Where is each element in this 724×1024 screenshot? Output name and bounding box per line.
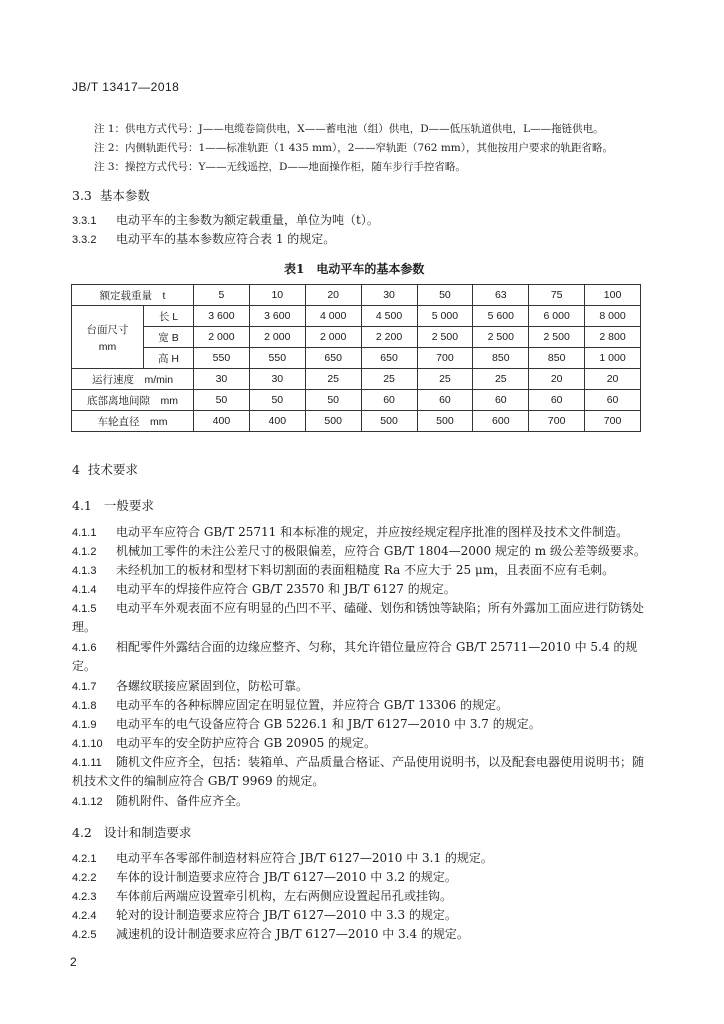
clause-number: 4.1.7: [72, 681, 97, 693]
table-cell: 20: [305, 285, 361, 306]
table-cell: 5: [194, 285, 250, 306]
clause-4-1-10: [72, 734, 644, 753]
sub-label: 宽 B: [144, 327, 194, 348]
table-cell: 30: [249, 369, 305, 390]
table-cell: 63: [473, 285, 529, 306]
table-cell: 550: [194, 348, 250, 369]
table-cell: 2 800: [585, 327, 641, 348]
table-cell: 3 600: [194, 306, 250, 327]
clause-number: 4.1.12: [72, 796, 103, 808]
clause-text: 电动平车的主参数为额定载重量，单位为吨（t）。: [116, 213, 379, 227]
sub-label: 长 L: [144, 306, 194, 327]
clause-number: 4.2.4: [72, 910, 97, 922]
clause-number: 4.1.1: [72, 527, 97, 539]
clause-text: 电动平车的电气设备应符合 GB 5226.1 和 JB/T 6127—2010 中 3.7 的规定。: [116, 717, 541, 731]
table-cell: 500: [361, 411, 417, 432]
clause-number: 4.1.2: [72, 546, 97, 558]
table-cell: 30: [361, 285, 417, 306]
clause-4-1-3: [72, 561, 644, 580]
table-cell: 25: [361, 369, 417, 390]
table-cell: 400: [194, 411, 250, 432]
clause-text: 电动平车各零部件制造材料应符合 JB/T 6127—2010 中 3.1 的规定。: [116, 851, 493, 865]
table-cell: 500: [305, 411, 361, 432]
table-cell: 50: [417, 285, 473, 306]
table-cell: 4 500: [361, 306, 417, 327]
section-3-3-heading: [72, 186, 150, 204]
table-cell: 10: [249, 285, 305, 306]
clause-4-1-6: [72, 638, 644, 675]
table-cell: 30: [194, 369, 250, 390]
table-cell: 2 200: [361, 327, 417, 348]
table-note-3: 注 3：操控方式代号：Y——无线遥控，D——地面操作柜，随车步行手控省略。: [94, 161, 466, 173]
clause-number: 4.1.9: [72, 719, 97, 731]
clause-text: 电动平车应符合 GB/T 25711 和本标准的规定，并应按经规定程序批准的图样及技术文件制造。: [116, 525, 629, 539]
clause-number: 4.1.6: [72, 642, 97, 654]
table-cell: 2 000: [249, 327, 305, 348]
sub-label: 高 H: [144, 348, 194, 369]
clause-text: 随机文件应齐全，包括：装箱单、产品质量合格证、产品使用说明书，以及配套电器使用说明书；随机技术文件的编制应符合 GB/T 9969 的规定。: [72, 755, 645, 788]
table-cell: 700: [585, 411, 641, 432]
page-number: 2: [70, 955, 77, 969]
clause-number: 3.3.2: [72, 234, 97, 246]
clause-4-2-2: [72, 868, 644, 887]
clause-number: 4.2.1: [72, 853, 97, 865]
table-cell: 2 000: [194, 327, 250, 348]
dims-unit: mm: [98, 340, 117, 353]
table-row-height: [72, 348, 641, 369]
table-cell: 25: [473, 369, 529, 390]
table-cell: 650: [361, 348, 417, 369]
section-4-heading: [72, 460, 138, 478]
section-title: 一般要求: [103, 498, 154, 513]
table-cell: 8 000: [585, 306, 641, 327]
table-cell: 60: [417, 390, 473, 411]
clause-text: 轮对的设计制造要求应符合 JB/T 6127—2010 中 3.3 的规定。: [116, 908, 457, 922]
table-cell: 6 000: [529, 306, 585, 327]
table-cell: 50: [194, 390, 250, 411]
clause-text: 随机附件、备件应齐全。: [116, 794, 249, 808]
table-row-wheel: [72, 411, 641, 432]
table-cell: 2 500: [473, 327, 529, 348]
table-cell: 60: [473, 390, 529, 411]
basic-parameters-table: [71, 284, 641, 432]
table-cell: 20: [585, 369, 641, 390]
clause-number: 4.2.2: [72, 872, 97, 884]
table-row-speed: [72, 369, 641, 390]
section-4-2-heading: [72, 823, 191, 841]
section-title: 设计和制造要求: [103, 825, 192, 840]
table-cell: 650: [305, 348, 361, 369]
clause-4-1-2: [72, 542, 644, 561]
table-cell: 850: [473, 348, 529, 369]
clause-number: 4.1.10: [72, 738, 103, 750]
table-cell: 500: [417, 411, 473, 432]
clause-text: 电动平车的各种标牌应固定在明显位置，并应符合 GB/T 13306 的规定。: [116, 698, 509, 712]
row-label: 底部离地间隙 mm: [72, 390, 194, 411]
table-cell: 2 500: [529, 327, 585, 348]
clause-text: 电动平车的安全防护应符合 GB 20905 的规定。: [116, 736, 377, 750]
document-header: JB/T 13417—2018: [72, 80, 180, 94]
table-cell: 60: [361, 390, 417, 411]
clause-number: 4.1.3: [72, 565, 97, 577]
table-cell: 700: [417, 348, 473, 369]
clause-number: 4.2.5: [72, 929, 97, 941]
clause-number: 4.2.3: [72, 891, 97, 903]
dims-label: 台面尺寸: [86, 323, 129, 336]
clause-number: 4.1.5: [72, 603, 97, 615]
clause-4-1-11: [72, 753, 644, 790]
table-row-load: [72, 285, 641, 306]
section-4-1-heading: [72, 496, 154, 514]
clause-4-2-4: [72, 906, 644, 925]
clause-text: 车体前后两端应设置牵引机构，左右两侧应设置起吊孔或挂钩。: [116, 889, 453, 903]
clause-text: 减速机的设计制造要求应符合 JB/T 6127—2010 中 3.4 的规定。: [116, 927, 469, 941]
table-cell: 25: [417, 369, 473, 390]
clause-4-2-1: [72, 849, 644, 868]
table-cell: 2 500: [417, 327, 473, 348]
clause-4-1-5: [72, 599, 644, 636]
table-cell: 75: [529, 285, 585, 306]
table-cell: 850: [529, 348, 585, 369]
table-cell: 60: [529, 390, 585, 411]
clause-number: 4.1.11: [72, 757, 102, 769]
clause-4-1-7: [72, 677, 644, 696]
clause-3-3-2: [72, 230, 644, 249]
table-cell: 50: [249, 390, 305, 411]
table-cell: 50: [305, 390, 361, 411]
table-cell: 1 000: [585, 348, 641, 369]
clause-4-2-3: [72, 887, 644, 906]
clause-4-1-1: [72, 523, 644, 542]
clause-number: 4.1.8: [72, 700, 97, 712]
row-label: 运行速度 m/min: [72, 369, 194, 390]
table-cell: 5 000: [417, 306, 473, 327]
row-label: 额定载重量 t: [72, 285, 194, 306]
table-cell: 400: [249, 411, 305, 432]
clause-4-1-4: [72, 580, 644, 599]
row-group-label: [72, 306, 144, 369]
table-row-length: [72, 306, 641, 327]
table-cell: 3 600: [249, 306, 305, 327]
clause-4-2-5: [72, 925, 644, 944]
clause-text: 机械加工零件的未注公差尺寸的极限偏差，应符合 GB/T 1804—2000 规定的 m 级公差等级要求。: [116, 544, 646, 558]
clause-number: 4.1.4: [72, 584, 97, 596]
clause-text: 电动平车外观表面不应有明显的凸凹不平、磕碰、划伤和锈蚀等缺陷；所有外露加工面应进行防锈处理。: [72, 601, 645, 634]
clause-4-1-8: [72, 696, 644, 715]
row-label: 车轮直径 mm: [72, 411, 194, 432]
table-cell: 25: [305, 369, 361, 390]
section-number: 4: [72, 462, 80, 477]
table-cell: 100: [585, 285, 641, 306]
table-note-2: 注 2：内侧轨距代号：1——标准轨距（1 435 mm），2——窄轨距（762 mm），其他按用户要求的轨距省略。: [94, 142, 613, 154]
section-title: 基本参数: [99, 188, 150, 203]
table-note-1: 注 1：供电方式代号：J——电缆卷筒供电，X——蓄电池（组）供电，D——低压轨道供电，L——拖链供电。: [94, 123, 604, 135]
section-title: 技术要求: [87, 462, 138, 477]
table-row-clearance: [72, 390, 641, 411]
table-cell: 550: [249, 348, 305, 369]
clause-text: 电动平车的焊接件应符合 GB/T 23570 和 JB/T 6127 的规定。: [116, 582, 456, 596]
clause-4-1-9: [72, 715, 644, 734]
section-number: 3.3: [72, 188, 92, 203]
table-cell: 5 600: [473, 306, 529, 327]
table-cell: 600: [473, 411, 529, 432]
clause-4-1-12: [72, 792, 644, 811]
clause-text: 相配零件外露结合面的边缘应整齐、匀称，其允许错位量应符合 GB/T 25711—2010 中 5.4 的规定。: [72, 640, 638, 673]
table-row-width: [72, 327, 641, 348]
clause-3-3-1: [72, 211, 644, 230]
table-cell: 2 000: [305, 327, 361, 348]
clause-text: 车体的设计制造要求应符合 JB/T 6127—2010 中 3.2 的规定。: [116, 870, 457, 884]
clause-text: 未经机加工的板材和型材下料切割面的表面粗糙度 Ra 不应大于 25 μm，且表面不应有毛刺。: [116, 563, 615, 577]
clause-number: 3.3.1: [72, 215, 97, 227]
table-cell: 20: [529, 369, 585, 390]
section-number: 4.1: [72, 498, 92, 513]
clause-text: 各螺纹联接应紧固到位，防松可靠。: [116, 679, 309, 693]
table-cell: 700: [529, 411, 585, 432]
table-caption: 表1 电动平车的基本参数: [284, 262, 425, 276]
section-number: 4.2: [72, 825, 92, 840]
table-cell: 60: [585, 390, 641, 411]
table-cell: 4 000: [305, 306, 361, 327]
clause-text: 电动平车的基本参数应符合表 1 的规定。: [116, 232, 336, 246]
